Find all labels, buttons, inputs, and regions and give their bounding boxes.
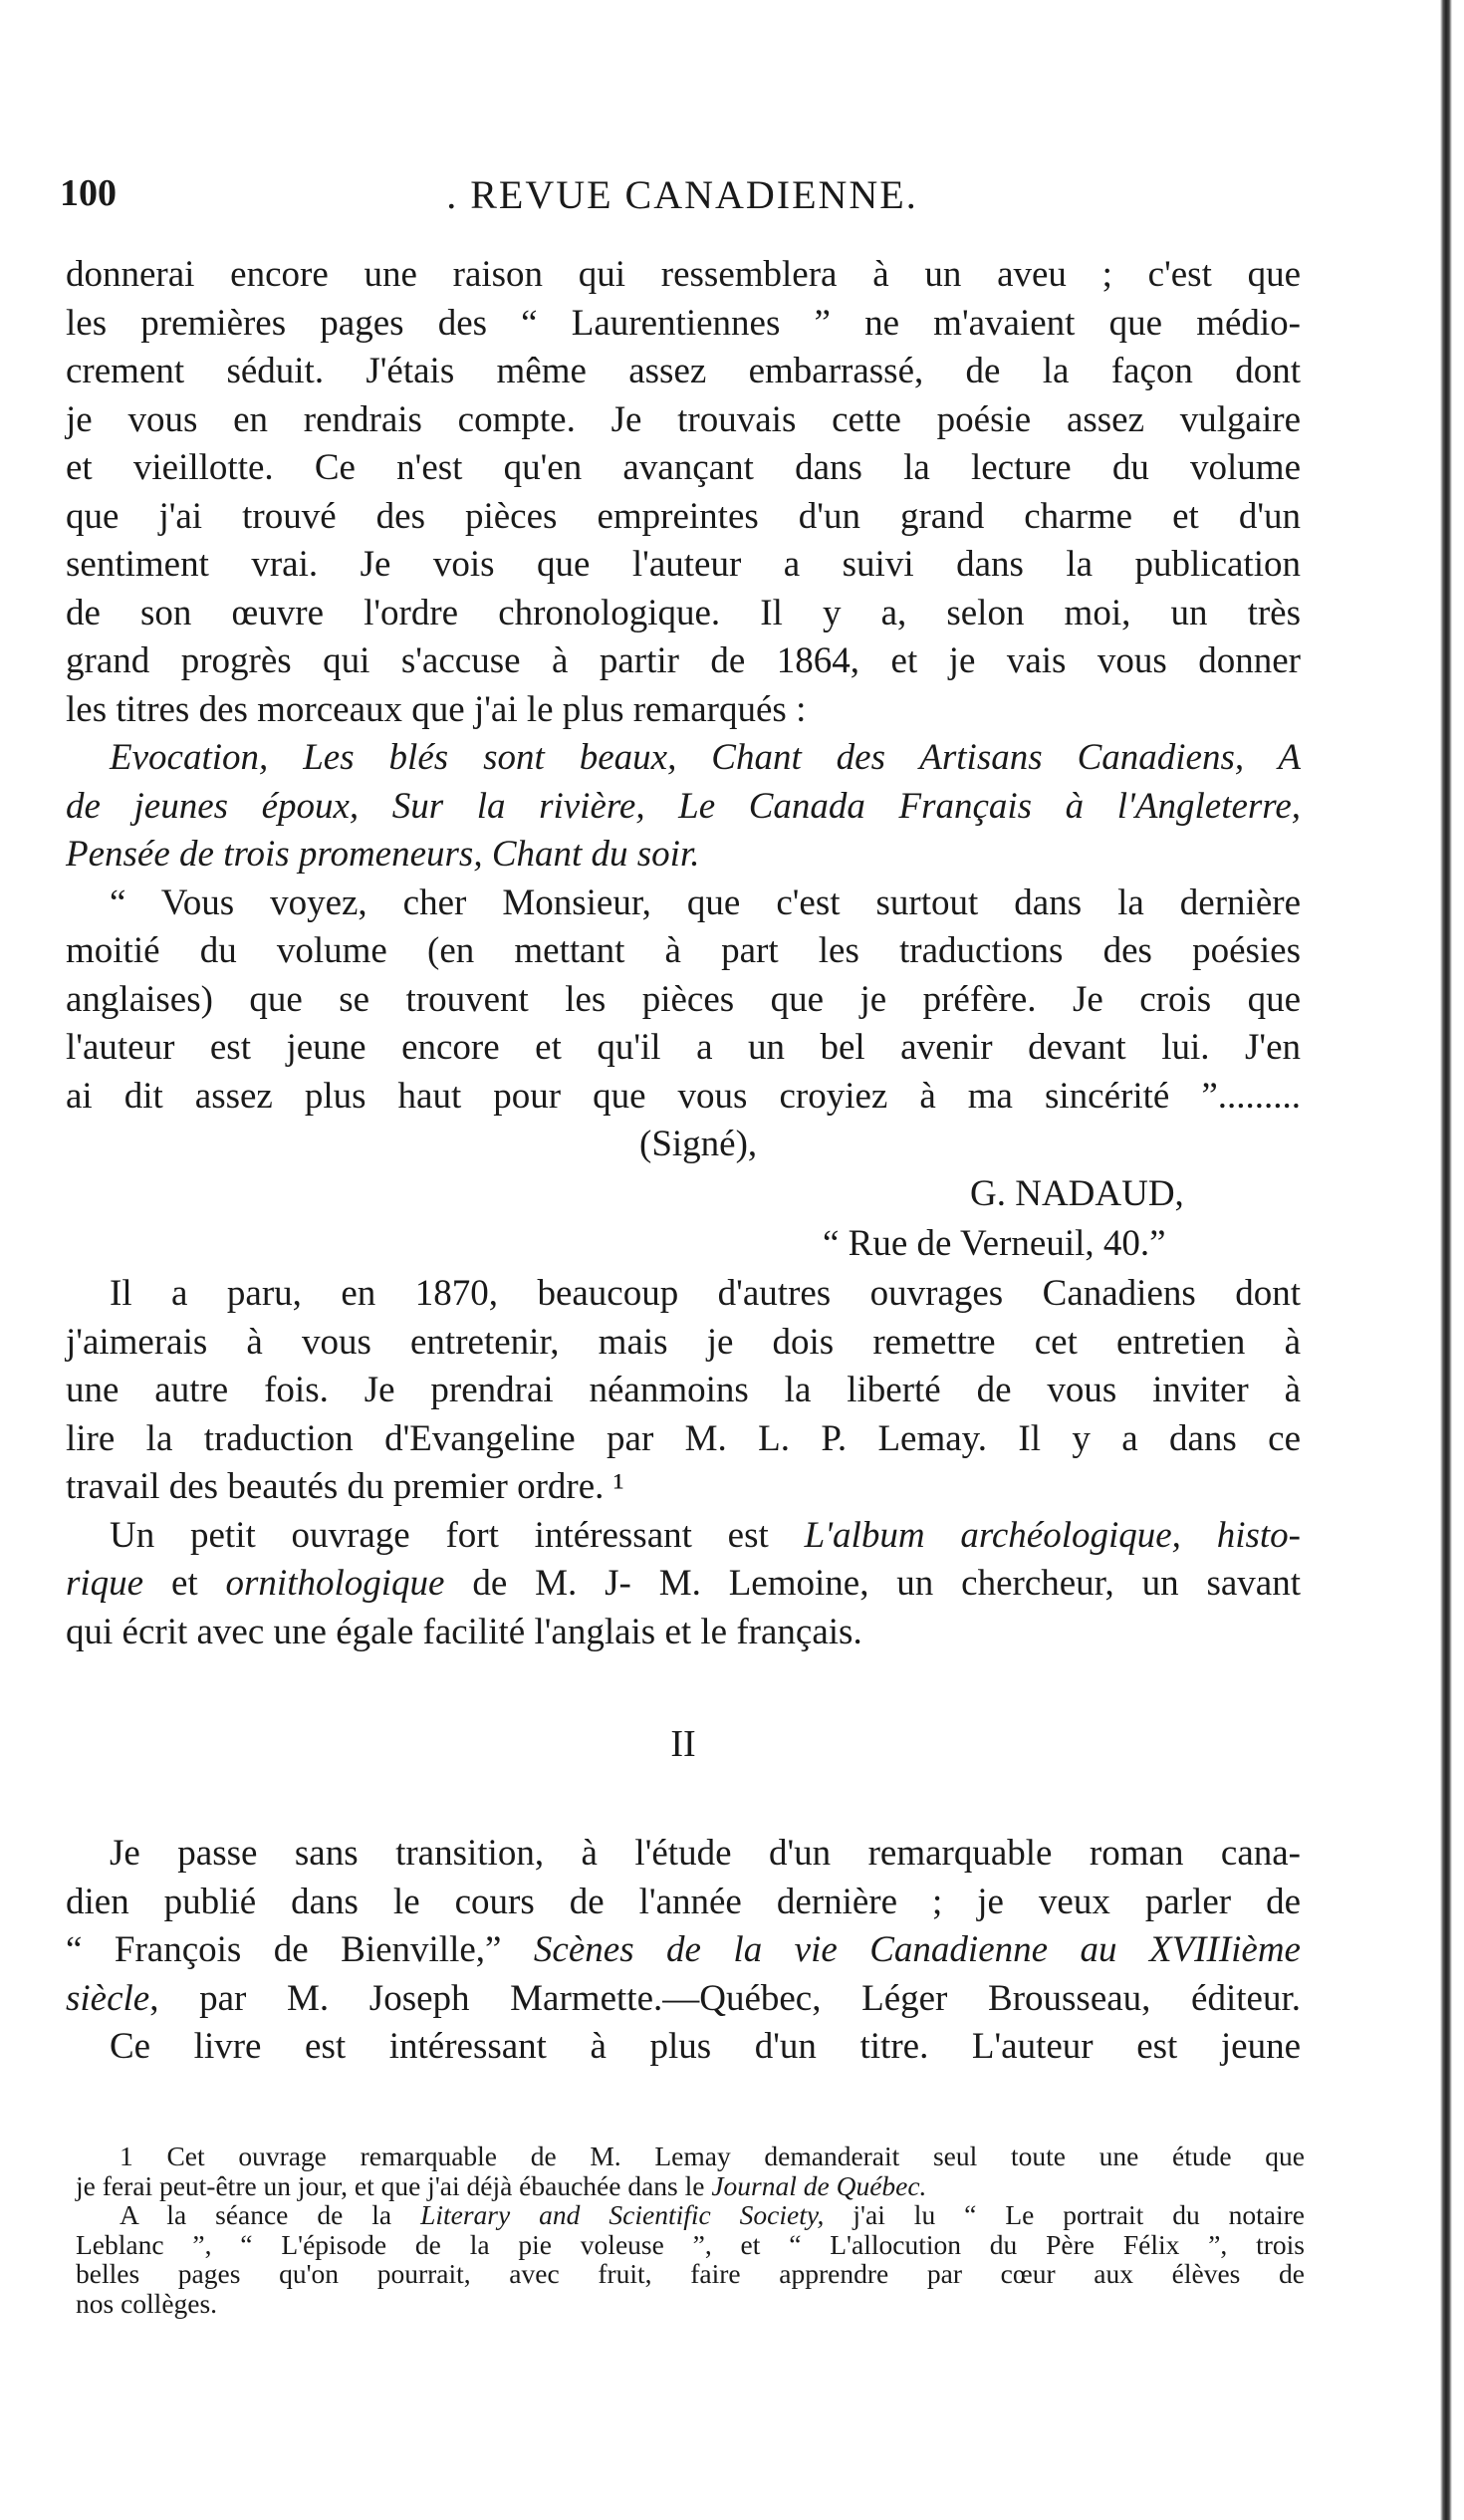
footnote-line: Leblanc ”, “ L'épisode de la pie voleuse ”, et “ L'allocution du Père Félix ”, trois [76, 2228, 1305, 2260]
footnote [76, 2142, 1305, 2318]
book-title: rique [66, 1563, 144, 1604]
text-line: grand progrès qui s'accuse à partir de 1864, et je vais vous donner [66, 640, 1301, 681]
text-line: anglaises) que se trouvent les pièces que je préfère. Je crois que [66, 978, 1301, 1020]
text-line: les titres des morceaux que j'ai le plus remarqués : [66, 688, 807, 730]
text-run: j'ai lu “ Le portrait du notaire [824, 2199, 1306, 2230]
text-line: crement séduit. J'étais même assez embarrassé, de la façon dont [66, 351, 1301, 391]
text-line: de jeunes époux, Sur la rivière, Le Canada Français à l'Angleterre, [66, 785, 1301, 827]
page-edge-shadow [1440, 0, 1452, 2520]
text-line: de son œuvre l'ordre chronologique. Il y a, selon moi, un très [66, 592, 1301, 633]
signature-address: “ Rue de Verneuil, 40.” [823, 1223, 1166, 1264]
text-line: “ Vous voyez, cher Monsieur, que c'est surtout dans la dernière [110, 882, 1301, 923]
text-run: A la séance de la [120, 2199, 421, 2230]
text-line: Ce livre est intéressant à plus d'un titre. L'auteur est jeune [110, 2026, 1301, 2067]
text-run: “ François de Bienville,” [66, 1929, 534, 1970]
footnote-line [76, 2200, 1305, 2230]
footnote-line [76, 2171, 1305, 2201]
paragraph-letter-continuation [66, 251, 1301, 734]
text-run: , par M. Joseph Marmette.—Québec, Léger Brousseau, éditeur. [149, 1977, 1301, 2019]
text-line: Je passe sans transition, à l'étude d'un remarquable roman cana- [110, 1833, 1301, 1874]
text-line: travail des beautés du premier ordre. ¹ [66, 1466, 624, 1507]
running-header [60, 171, 1305, 231]
text-line: ai dit assez plus haut pour que vous croyiez à ma sincérité ”......... [66, 1075, 1301, 1117]
book-subtitle: Scènes de la vie Canadienne au XVIIIième [533, 1929, 1301, 1970]
page-number: 100 [60, 172, 117, 214]
text-line [66, 1512, 1301, 1561]
text-line: donnerai encore une raison qui ressemblera à un aveu ; c'est que [66, 254, 1301, 295]
signed-label: (Signé), [639, 1124, 758, 1164]
poem-titles-list [66, 734, 1301, 880]
text-line: une autre fois. Je prendrai néanmoins la liberté de vous inviter à [66, 1370, 1301, 1410]
journal-title: Journal de Québec. [711, 2169, 927, 2201]
text-run: je ferai peut-être un jour, et que j'ai déjà ébauchée dans le [76, 2169, 712, 2201]
text-line: dien publié dans le cours de l'année dernière ; je veux parler de [66, 1881, 1301, 1922]
signature-name: G. NADAUD, [970, 1173, 1184, 1214]
text-line: Evocation, Les blés sont beaux, Chant des Artisans Canadiens, A [110, 737, 1301, 778]
text-line: moitié du volume (en mettant à part les traductions des poésies [66, 930, 1301, 971]
paragraph-marmette [66, 1830, 1301, 2072]
running-title: . REVUE CANADIENNE. [446, 172, 918, 217]
text-line: que j'ai trouvé des pièces empreintes d'un grand charme et d'un [66, 495, 1301, 537]
book-title: ornithologique [225, 1563, 445, 1604]
text-line: l'auteur est jeune encore et qu'il a un bel avenir devant lui. J'en [66, 1027, 1301, 1068]
paragraph-other-works [66, 1270, 1301, 1512]
text-line [66, 1975, 1301, 2024]
text-line [66, 1560, 1301, 1609]
paragraph-lemoine [66, 1512, 1301, 1657]
section-spacer [66, 1770, 1301, 1830]
text-line: Pensée de trois promeneurs, Chant du soir. [66, 834, 700, 875]
text-line: je vous en rendrais compte. Je trouvais cette poésie assez vulgaire [66, 398, 1301, 440]
footnote-line: belles pages qu'on pourrait, avec fruit, faire apprendre par cœur aux élèves de [76, 2258, 1305, 2289]
text-line [66, 1926, 1301, 1975]
footnote-line: 1 Cet ouvrage remarquable de M. Lemay demanderait seul toute une étude que [120, 2141, 1305, 2171]
text-run: et [143, 1563, 226, 1604]
text-line: qui écrit avec une égale facilité l'anglais et le français. [66, 1611, 862, 1652]
section-spacer [66, 1656, 1301, 1720]
text-line: Il a paru, en 1870, beaucoup d'autres ouvrages Canadiens dont [110, 1273, 1301, 1314]
text-line: et vieillotte. Ce n'est qu'en avançant dans la lecture du volume [66, 447, 1301, 488]
society-name: Literary and Scientific Society, [420, 2199, 825, 2230]
text-line: j'aimerais à vous entretenir, mais je dois remettre cet entretien à [66, 1321, 1301, 1363]
body-text [66, 251, 1301, 2072]
signature-block [66, 1121, 1301, 1270]
paragraph-letter-end [66, 880, 1301, 1122]
book-subtitle: siècle [66, 1977, 150, 2019]
text-line: les premières pages des “ Laurentiennes ” ne m'avaient que médio- [66, 302, 1301, 344]
footnote-line: nos collèges. [76, 2287, 218, 2319]
text-line: sentiment vrai. Je vois que l'auteur a suivi dans la publication [66, 544, 1301, 585]
text-line: lire la traduction d'Evangeline par M. L. P. Lemay. Il y a dans ce [66, 1417, 1301, 1459]
book-title: L'album archéologique, histo- [804, 1514, 1301, 1556]
text-run: de M. J- M. Lemoine, un chercheur, un savant [444, 1563, 1302, 1604]
text-run: Un petit ouvrage fort intéressant est [110, 1514, 805, 1556]
section-heading: II [670, 1723, 696, 1765]
